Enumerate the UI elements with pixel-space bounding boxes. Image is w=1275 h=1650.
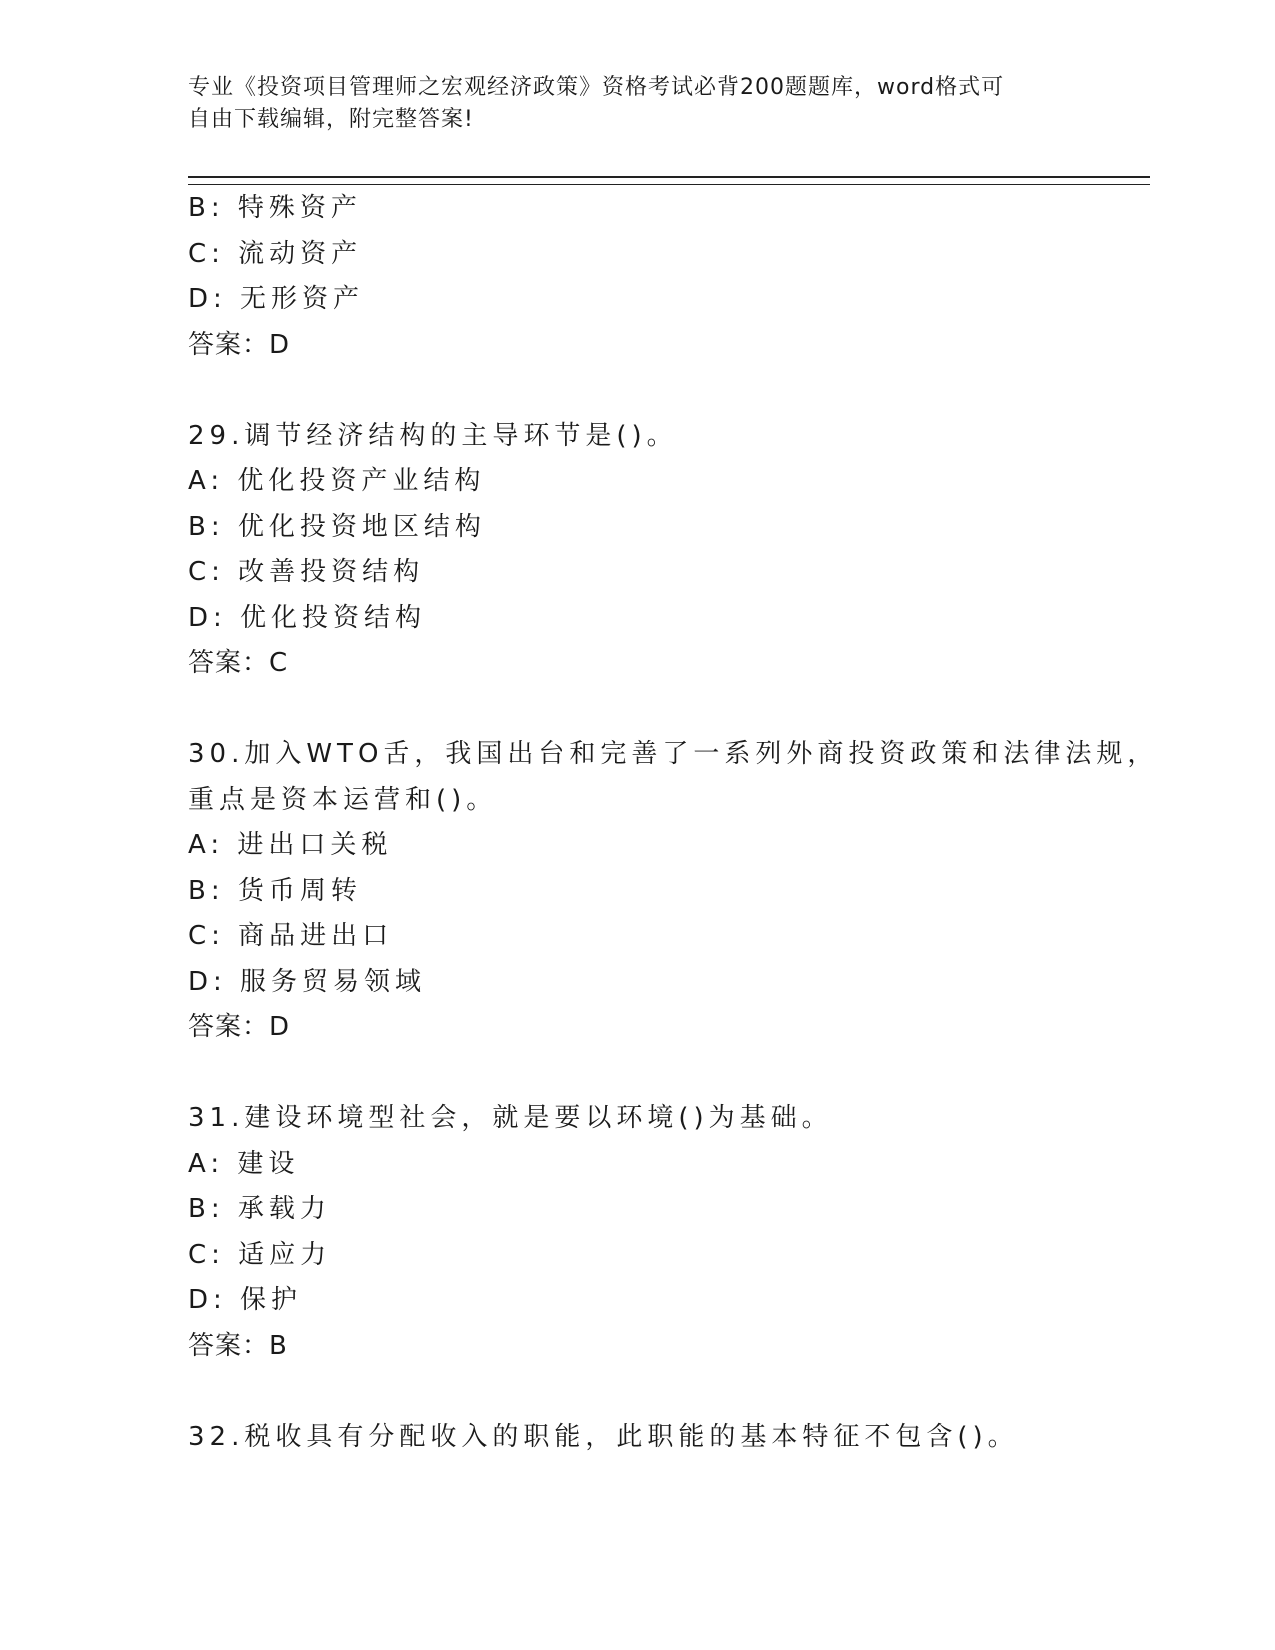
answer: 答案：D xyxy=(188,329,291,360)
option-c: C: 流动资产 xyxy=(188,238,363,269)
spacer xyxy=(188,1051,1150,1097)
answer: 答案：C xyxy=(188,648,289,678)
question-stem-continued: 重点是资本运营和()。 xyxy=(188,784,498,815)
option-a: A: 进出口关税 xyxy=(188,830,393,860)
option-b: B: 货币周转 xyxy=(188,875,362,906)
option-d: D: 无形资产 xyxy=(188,284,365,314)
spacer xyxy=(188,368,1150,414)
document-header xyxy=(188,72,1088,136)
option-c: C: 改善投资结构 xyxy=(188,557,425,587)
question-stem: 29.调节经济结构的主导环节是()。 xyxy=(188,420,678,451)
option-a: A: 优化投资产业结构 xyxy=(188,466,486,496)
option-d: D: 保护 xyxy=(188,1285,303,1315)
option-b: B: 优化投资地区结构 xyxy=(188,511,486,542)
header-line-1: 专业《投资项目管理师之宏观经济政策》资格考试必背200题题库，word格式可 xyxy=(188,75,1005,100)
question-32 xyxy=(188,1415,1150,1461)
option-d: D: 优化投资结构 xyxy=(188,602,427,633)
question-30 xyxy=(188,732,1159,1051)
option-a: A: 建设 xyxy=(188,1148,300,1179)
header-line-2: 自由下载编辑，附完整答案! xyxy=(188,107,474,132)
spacer xyxy=(188,687,1150,733)
answer: 答案：D xyxy=(188,1012,291,1042)
option-b: B: 承载力 xyxy=(188,1194,331,1224)
header-divider xyxy=(188,176,1150,185)
question-stem: 30.加入WTO舌，我国出台和完善了一系列外商投资政策和法律法规， xyxy=(188,739,1159,769)
option-c: C: 适应力 xyxy=(188,1239,332,1270)
question-stem: 31.建设环境型社会，就是要以环境()为基础。 xyxy=(188,1103,833,1133)
answer: 答案：B xyxy=(188,1330,288,1361)
option-c: C: 商品进出口 xyxy=(188,921,394,951)
question-stem: 32.税收具有分配收入的职能，此职能的基本特征不包含()。 xyxy=(188,1421,1019,1452)
option-b: B: 特殊资产 xyxy=(188,193,362,223)
spacer xyxy=(188,1369,1150,1415)
question-28-tail xyxy=(188,186,1150,368)
question-29 xyxy=(188,414,1150,687)
question-31 xyxy=(188,1096,1150,1369)
option-d: D: 服务贸易领域 xyxy=(188,966,427,997)
document-body xyxy=(188,186,1159,1460)
